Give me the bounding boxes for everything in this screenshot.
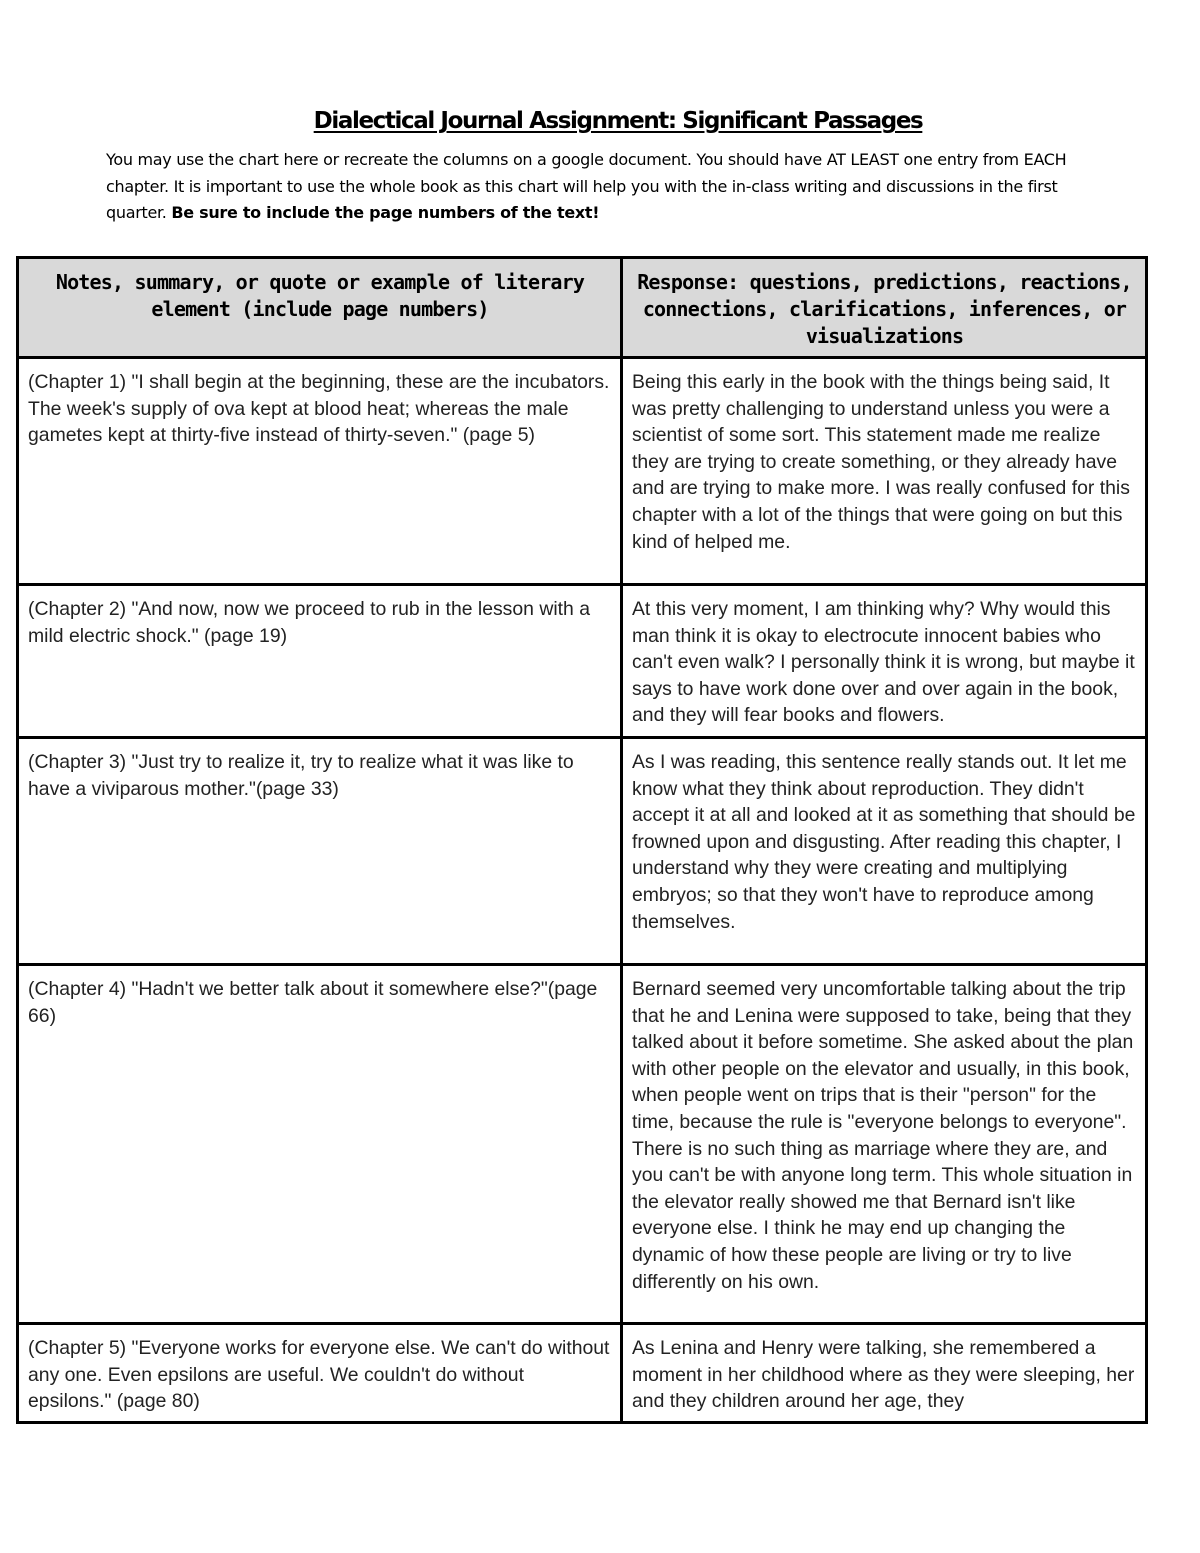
table-row [18, 738, 1147, 965]
response-cell: Being this early in the book with the things being said, It was pretty challenging to understand unless you were a scientist of some sort. This statement made me realize they are trying to create something, or they already have and are trying to make more. I was really confused for this chapter with a lot of the things that were going on but this kind of helped me. [622, 358, 1147, 585]
notes-column-header: Notes, summary, or quote or example of literary element (include page numbers) [18, 258, 622, 358]
table-row [18, 1324, 1147, 1423]
table-row [18, 965, 1147, 1324]
instructions-text: You may use the chart here or recreate the columns on a google document. You should have AT LEAST one entry from EACH chapter. It is important to use the whole book as this chart will help you with the in-class writing and discussions in the first quarter. [106, 150, 1067, 222]
instructions-emphasis: Be sure to include the page numbers of the text! [171, 203, 600, 222]
response-column-header: Response: questions, predictions, reactions, connections, clarifications, inferences, or visualizations [622, 258, 1147, 358]
notes-cell: (Chapter 1) "I shall begin at the beginning, these are the incubators. The week's supply of ova kept at blood heat; whereas the male gametes kept at thirty-five instead of thirty-seven." (page 5) [18, 358, 622, 585]
table-row [18, 585, 1147, 738]
notes-cell: (Chapter 2) "And now, now we proceed to rub in the lesson with a mild electric shock." (page 19) [18, 585, 622, 738]
table-row [18, 358, 1147, 585]
notes-cell: (Chapter 5) "Everyone works for everyone else. We can't do without any one. Even epsilons are useful. We couldn't do without epsilons." (page 80) [18, 1324, 622, 1423]
notes-cell: (Chapter 4) "Hadn't we better talk about it somewhere else?"(page 66) [18, 965, 622, 1324]
journal-table [16, 256, 1148, 1424]
instructions [106, 147, 1106, 227]
notes-cell: (Chapter 3) "Just try to realize it, try to realize what it was like to have a viviparous mother."(page 33) [18, 738, 622, 965]
response-cell: At this very moment, I am thinking why? Why would this man think it is okay to electrocute innocent babies who can't even walk? I personally think it is wrong, but maybe it says to have work done over and over again in the book, and they will fear books and flowers. [622, 585, 1147, 738]
table-header-row [18, 258, 1147, 358]
response-cell: Bernard seemed very uncomfortable talking about the trip that he and Lenina were supposed to take, being that they talked about it before sometime. She asked about the plan with other people on the elevator and usually, in this book, when people went on trips that is their "person" for the time, because the rule is "everyone belongs to everyone". There is no such thing as marriage where they are, and you can't be with anyone long term. This whole situation in the elevator really showed me that Bernard isn't like everyone else. I think he may end up changing the dynamic of how these people are living or try to live differently on his own. [622, 965, 1147, 1324]
response-cell: As Lenina and Henry were talking, she remembered a moment in her childhood where as they were sleeping, her and they children around her age, they [622, 1324, 1147, 1423]
response-cell: As I was reading, this sentence really stands out. It let me know what they think about reproduction. They didn't accept it at all and looked at it as something that should be frowned upon and disgusting. After reading this chapter, I understand why they were creating and multiplying embryos; so that they won't have to reproduce among themselves. [622, 738, 1147, 965]
page-title: Dialectical Journal Assignment: Significant Passages [313, 108, 923, 134]
